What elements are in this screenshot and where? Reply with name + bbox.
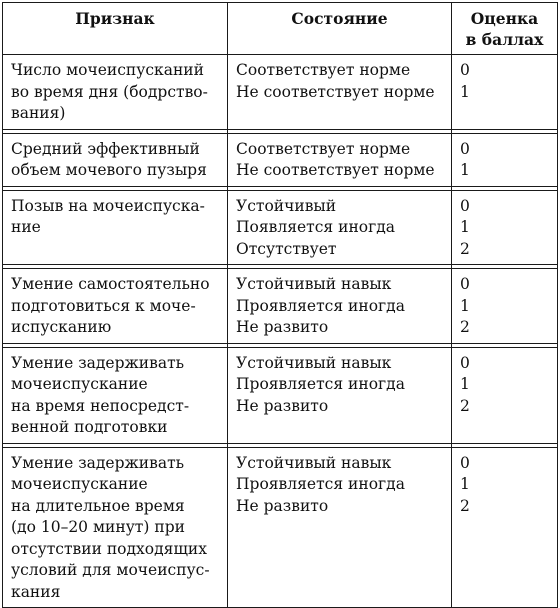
score-cell-line: 2 (460, 396, 470, 415)
sign-cell-line: ние (11, 218, 41, 236)
sign-cell-line: Позыв на мочеиспуска- (11, 196, 205, 215)
sign-cell-line: во время дня (бодрство- (11, 82, 208, 101)
state-cell-line: Не соответствует норме (236, 82, 435, 101)
sign-cell-line: объем мочевого пузыря (11, 161, 207, 179)
state-cell (228, 190, 452, 265)
state-cell-line: Соответствует норме (236, 139, 411, 158)
sign-cell-line: Умение задерживать (11, 453, 185, 472)
sign-cell (3, 447, 228, 608)
score-cell-line: 1 (460, 475, 470, 493)
score-cell-line: 2 (460, 496, 470, 515)
header-sign-text: Признак (75, 9, 155, 28)
sign-cell-line: отсутствии подходящих (11, 539, 207, 558)
score-cell (452, 55, 558, 130)
state-cell-line: Появляется иногда (236, 218, 396, 236)
header-score-text-1: Оценка (470, 9, 539, 28)
state-cell-line: Проявляется иногда (236, 475, 405, 493)
score-cell (452, 347, 558, 443)
state-cell-line: Устойчивый навык (236, 353, 392, 372)
sign-cell-line: подготовиться к моче- (11, 296, 196, 315)
sign-cell-line: на длительное время (11, 496, 185, 515)
sign-cell (3, 269, 228, 344)
sign-cell-line: условий для мочеиспус- (11, 561, 210, 579)
score-cell-line: 2 (460, 239, 470, 258)
sign-cell-line: вания) (11, 104, 66, 122)
sign-cell (3, 55, 228, 130)
sign-cell-line: венной подготовки (11, 418, 168, 436)
table-row (3, 269, 558, 344)
state-cell-line: Устойчивый навык (236, 275, 392, 293)
score-cell-line: 0 (460, 139, 470, 158)
sign-cell-line: Умение задерживать (11, 353, 185, 372)
score-cell-line: 0 (460, 453, 470, 472)
sign-cell-line: Число мочеиспусканий (11, 61, 204, 79)
score-cell-line: 0 (460, 353, 470, 372)
state-cell-line: Проявляется иногда (236, 296, 405, 315)
header-sign (3, 3, 228, 55)
score-cell-line: 0 (460, 196, 470, 215)
sign-cell (3, 190, 228, 265)
score-cell-line: 0 (460, 61, 470, 79)
score-cell-line: 0 (460, 275, 470, 293)
score-cell (452, 269, 558, 344)
state-cell-line: Проявляется иногда (236, 375, 405, 393)
state-cell-line: Устойчивый (236, 196, 337, 215)
sign-cell-line: кания (11, 582, 61, 601)
header-score-text-2: в баллах (465, 30, 544, 49)
sign-cell-line: Средний эффективный (11, 139, 200, 158)
state-cell-line: Не развито (236, 396, 329, 415)
state-cell-line: Не соответствует норме (236, 161, 435, 179)
score-cell-line: 1 (460, 296, 470, 315)
state-cell-line: Соответствует норме (236, 61, 411, 79)
table-body (3, 55, 558, 608)
state-cell (228, 347, 452, 443)
sign-cell (3, 133, 228, 186)
state-cell (228, 447, 452, 608)
header-score (452, 3, 558, 55)
score-cell-line: 1 (460, 218, 470, 236)
assessment-table (2, 2, 558, 608)
score-cell-line: 1 (460, 161, 470, 179)
sign-cell-line: Умение самостоятельно (11, 275, 210, 293)
score-cell-line: 1 (460, 82, 470, 101)
state-cell-line: Устойчивый навык (236, 453, 392, 472)
score-cell (452, 133, 558, 186)
header-state-text: Состояние (291, 9, 388, 28)
table-row (3, 447, 558, 608)
sign-cell-line: (до 10–20 минут) при (11, 518, 185, 536)
score-cell (452, 190, 558, 265)
sign-cell-line: мочеиспускание (11, 475, 148, 493)
score-cell-line: 2 (460, 318, 470, 336)
sign-cell (3, 347, 228, 443)
table-row (3, 347, 558, 443)
state-cell-line: Не развито (236, 496, 329, 515)
state-cell (228, 133, 452, 186)
score-cell (452, 447, 558, 608)
sign-cell-line: испусканию (11, 318, 112, 336)
table-row (3, 190, 558, 265)
state-cell (228, 269, 452, 344)
table-row (3, 55, 558, 130)
state-cell-line: Не развито (236, 318, 329, 336)
header-row (3, 3, 558, 55)
sign-cell-line: мочеиспускание (11, 375, 148, 393)
state-cell (228, 55, 452, 130)
sign-cell-line: на время непосредст- (11, 396, 190, 415)
state-cell-line: Отсутствует (236, 239, 337, 258)
table-row (3, 133, 558, 186)
header-state (228, 3, 452, 55)
score-cell-line: 1 (460, 375, 470, 393)
